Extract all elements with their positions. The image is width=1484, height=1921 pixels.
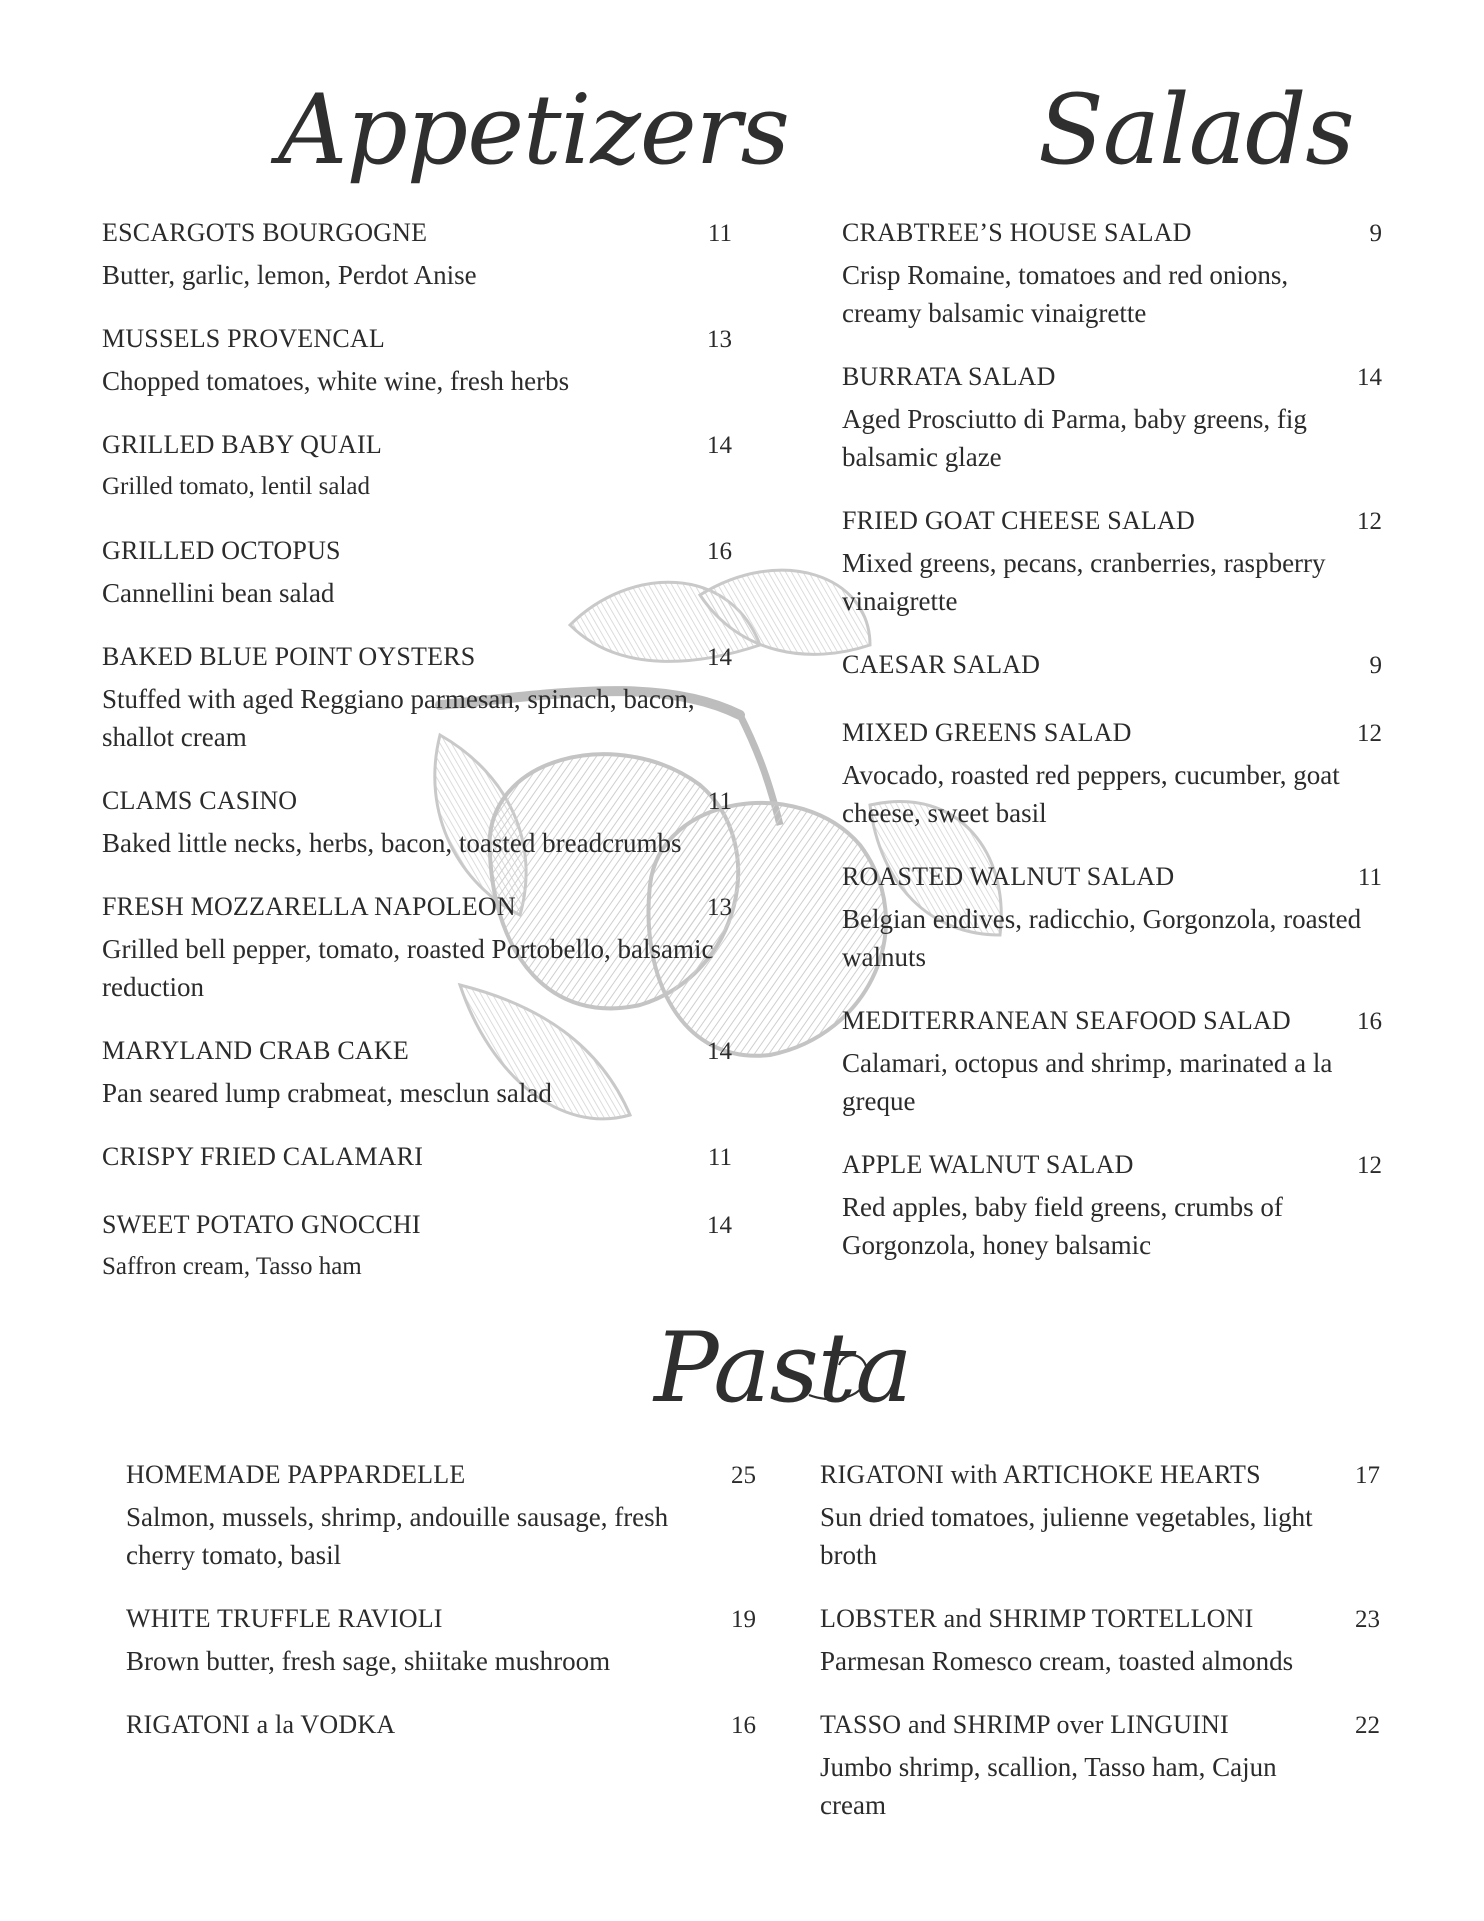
menu-item-price: 25	[731, 1462, 756, 1489]
menu-item	[102, 892, 732, 1006]
menu-item	[102, 536, 732, 612]
menu-item-description: Calamari, octopus and shrimp, marinated a la greque	[842, 1048, 1333, 1116]
menu-item	[126, 1710, 756, 1748]
menu-item-price: 9	[1369, 220, 1382, 247]
menu-item-name: HOMEMADE PAPPARDELLE	[126, 1460, 466, 1489]
menu-item-header	[842, 1150, 1382, 1188]
pasta-list-left	[126, 1460, 756, 1748]
menu-item-header	[102, 430, 732, 468]
menu-item-header	[102, 324, 732, 362]
menu-item-price: 12	[1357, 1152, 1382, 1179]
menu-item-name: ESCARGOTS BOURGOGNE	[102, 218, 428, 247]
menu-item-header	[102, 1210, 732, 1248]
menu-item	[102, 642, 732, 756]
menu-item-name: TASSO and SHRIMP over LINGUINI	[820, 1710, 1229, 1739]
menu-item-description: Mixed greens, pecans, cranberries, raspberry vinaigrette	[842, 548, 1326, 616]
menu-item-name: GRILLED OCTOPUS	[102, 536, 341, 565]
menu-item	[102, 1036, 732, 1112]
menu-item	[842, 362, 1382, 476]
menu-item-name: APPLE WALNUT SALAD	[842, 1150, 1134, 1179]
menu-item-description: Saffron cream, Tasso ham	[102, 1253, 362, 1280]
menu-item-description: Red apples, baby field greens, crumbs of Gorgonzola, honey balsamic	[842, 1192, 1283, 1260]
menu-item-price: 12	[1357, 720, 1382, 747]
menu-item-description: Grilled bell pepper, tomato, roasted Portobello, balsamic reduction	[102, 934, 714, 1002]
pasta-list-right	[820, 1460, 1380, 1824]
menu-item-header	[842, 862, 1382, 900]
menu-item-name: CRISPY FRIED CALAMARI	[102, 1142, 424, 1171]
salads-list	[842, 218, 1382, 1264]
menu-item-header	[126, 1710, 756, 1748]
menu-item-price: 11	[707, 1144, 732, 1171]
menu-item-price: 19	[731, 1606, 756, 1633]
menu-item-description: Pan seared lump crabmeat, mesclun salad	[102, 1078, 552, 1108]
menu-item-price: 12	[1357, 508, 1382, 535]
menu-item-description: Brown butter, fresh sage, shiitake mushroom	[126, 1646, 611, 1676]
menu-item-price: 23	[1355, 1606, 1380, 1633]
menu-item-header	[842, 718, 1382, 756]
menu-item	[842, 1006, 1382, 1120]
menu-item-price: 11	[707, 220, 732, 247]
menu-item	[842, 718, 1382, 832]
menu-item	[102, 218, 732, 294]
menu-item-header	[842, 650, 1382, 688]
menu-item	[820, 1460, 1380, 1574]
menu-item-price: 13	[707, 894, 732, 921]
menu-item-description: Chopped tomatoes, white wine, fresh herbs	[102, 366, 570, 396]
menu-item-header	[102, 786, 732, 824]
menu-item-header	[102, 642, 732, 680]
menu-item-description: Parmesan Romesco cream, toasted almonds	[820, 1646, 1294, 1676]
menu-item	[126, 1604, 756, 1680]
menu-item-header	[102, 892, 732, 930]
menu-item-name: MARYLAND CRAB CAKE	[102, 1036, 409, 1065]
menu-item-header	[842, 1006, 1382, 1044]
menu-item	[842, 650, 1382, 688]
menu-item-price: 14	[707, 1038, 732, 1065]
menu-item	[102, 324, 732, 400]
menu-item-price: 14	[707, 644, 732, 671]
menu-item	[820, 1604, 1380, 1680]
pasta-title: Pasta	[654, 1312, 912, 1424]
menu-item	[102, 430, 732, 506]
menu-item-header	[842, 218, 1382, 256]
menu-item-name: ROASTED WALNUT SALAD	[842, 862, 1175, 891]
menu-item-price: 14	[1357, 364, 1382, 391]
menu-item-name: BURRATA SALAD	[842, 362, 1056, 391]
menu-item-description: Stuffed with aged Reggiano parmesan, spinach, bacon, shallot cream	[102, 684, 695, 752]
menu-item-description: Cannellini bean salad	[102, 578, 335, 608]
menu-item-header	[842, 506, 1382, 544]
menu-item-description: Jumbo shrimp, scallion, Tasso ham, Cajun cream	[820, 1752, 1277, 1820]
menu-item-name: LOBSTER and SHRIMP TORTELLONI	[820, 1604, 1254, 1633]
menu-item-description: Crisp Romaine, tomatoes and red onions, creamy balsamic vinaigrette	[842, 260, 1289, 328]
menu-item-header	[102, 1036, 732, 1074]
menu-item-header	[820, 1460, 1380, 1498]
menu-item-price: 13	[707, 326, 732, 353]
menu-item	[102, 786, 732, 862]
menu-item-header	[126, 1460, 756, 1498]
menu-item-name: CRABTREE’S HOUSE SALAD	[842, 218, 1192, 247]
menu-item-price: 9	[1369, 652, 1382, 679]
menu-item-price: 14	[707, 1212, 732, 1239]
appetizers-list	[102, 218, 732, 1286]
menu-item-name: WHITE TRUFFLE RAVIOLI	[126, 1604, 443, 1633]
menu-item	[126, 1460, 756, 1574]
menu-item-name: MUSSELS PROVENCAL	[102, 324, 385, 353]
menu-item-price: 11	[1357, 864, 1382, 891]
menu-item	[102, 1210, 732, 1286]
salads-title: Salads	[1038, 74, 1354, 186]
menu-item-description: Salmon, mussels, shrimp, andouille sausage, fresh cherry tomato, basil	[126, 1502, 669, 1570]
appetizers-title: Appetizers	[278, 74, 789, 186]
menu-item	[842, 506, 1382, 620]
menu-item-name: GRILLED BABY QUAIL	[102, 430, 382, 459]
menu-item-price: 17	[1355, 1462, 1380, 1489]
menu-item-name: MEDITERRANEAN SEAFOOD SALAD	[842, 1006, 1291, 1035]
menu-item-name: MIXED GREENS SALAD	[842, 718, 1132, 747]
menu-item-description: Grilled tomato, lentil salad	[102, 473, 370, 500]
menu-item-description: Aged Prosciutto di Parma, baby greens, fig balsamic glaze	[842, 404, 1307, 472]
menu-item-price: 22	[1355, 1712, 1380, 1739]
menu-item-name: RIGATONI a la VODKA	[126, 1710, 396, 1739]
menu-item-name: BAKED BLUE POINT OYSTERS	[102, 642, 476, 671]
menu-item-header	[102, 536, 732, 574]
menu-item-name: FRESH MOZZARELLA NAPOLEON	[102, 892, 516, 921]
menu-item	[820, 1710, 1380, 1824]
menu-item-description: Belgian endives, radicchio, Gorgonzola, roasted walnuts	[842, 904, 1362, 972]
menu-item-description: Avocado, roasted red peppers, cucumber, goat cheese, sweet basil	[842, 760, 1340, 828]
title-flourish-icon	[805, 1335, 875, 1415]
menu-item-name: CLAMS CASINO	[102, 786, 298, 815]
menu-item-price: 14	[707, 432, 732, 459]
menu-item	[842, 862, 1382, 976]
menu-item-description: Baked little necks, herbs, bacon, toasted breadcrumbs	[102, 828, 682, 858]
menu-item-description: Butter, garlic, lemon, Perdot Anise	[102, 260, 477, 290]
menu-item-name: RIGATONI with ARTICHOKE HEARTS	[820, 1460, 1261, 1489]
menu-item-header	[126, 1604, 756, 1642]
menu-item-header	[102, 1142, 732, 1180]
menu-item-price: 16	[1357, 1008, 1382, 1035]
menu-item-header	[820, 1710, 1380, 1748]
menu-item-price: 16	[707, 538, 732, 565]
menu-item-name: SWEET POTATO GNOCCHI	[102, 1210, 421, 1239]
menu-item-header	[102, 218, 732, 256]
menu-item	[102, 1142, 732, 1180]
menu-item-header	[842, 362, 1382, 400]
menu-item	[842, 218, 1382, 332]
menu-item-name: CAESAR SALAD	[842, 650, 1041, 679]
menu-item-price: 11	[707, 788, 732, 815]
menu-item-name: FRIED GOAT CHEESE SALAD	[842, 506, 1195, 535]
menu-item-description: Sun dried tomatoes, julienne vegetables, light broth	[820, 1502, 1313, 1570]
menu-item-header	[820, 1604, 1380, 1642]
menu-item-price: 16	[731, 1712, 756, 1739]
menu-item	[842, 1150, 1382, 1264]
